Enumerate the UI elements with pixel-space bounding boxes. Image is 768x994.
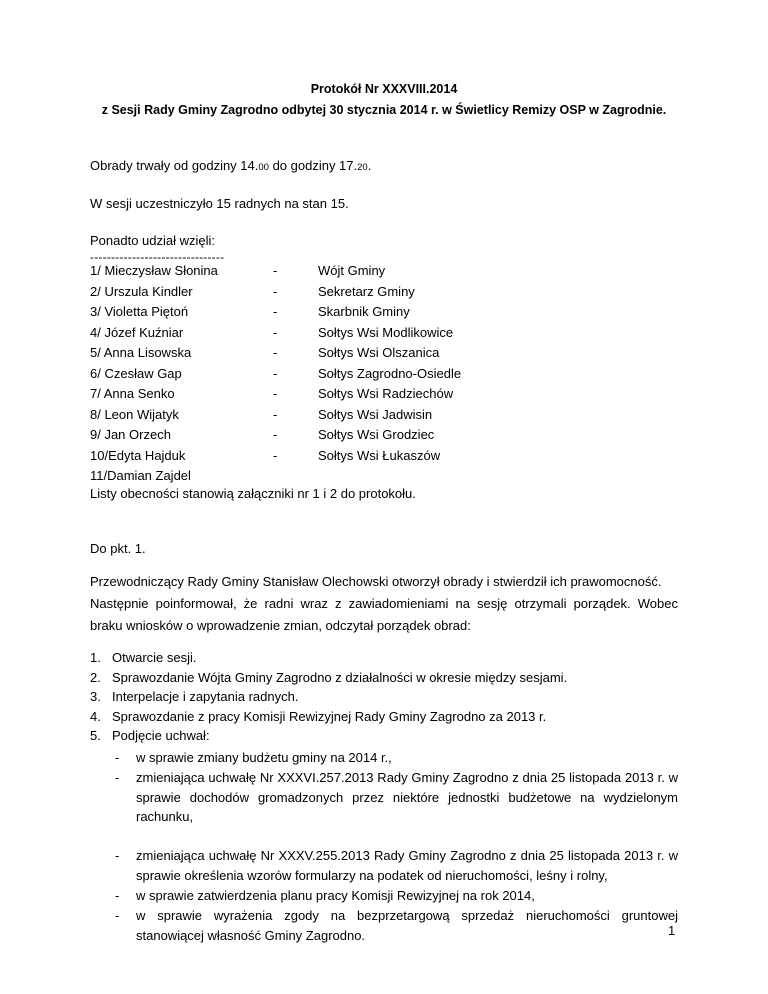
participant-name: 1/ Mieczysław Słonina (90, 263, 218, 278)
participant-separator: - (273, 386, 278, 401)
section-heading: Do pkt. 1. (90, 541, 146, 556)
participant-role: Skarbnik Gminy (318, 304, 410, 319)
bullet-dash: - (115, 888, 120, 903)
participant-name: 3/ Violetta Piętoń (90, 304, 189, 319)
agenda-text: Podjęcie uchwał: (112, 728, 210, 744)
participant-separator: - (273, 283, 278, 299)
participant-name: 2/ Urszula Kindler (90, 283, 193, 299)
opening-paragraph (90, 571, 678, 637)
participants-heading: Ponadto udział wzięli: (90, 233, 216, 248)
participant-name: 11/Damian Zajdel (90, 468, 191, 483)
participant-separator: - (273, 406, 278, 422)
agenda-number: 2. (90, 669, 101, 685)
resolution-text: w sprawie zmiany budżetu gminy na 2014 r., (136, 750, 392, 765)
agenda-number: 5. (90, 728, 101, 744)
session-hours: Obrady trwały od godziny 14.00 do godziny 17.20. (90, 158, 372, 173)
participant-name: 9/ Jan Orzech (90, 427, 171, 442)
agenda-text: Sprawozdanie Wójta Gminy Zagrodno z działalności w okresie między sesjami. (112, 669, 568, 685)
protocol-subtitle: z Sesji Rady Gminy Zagrodno odbytej 30 stycznia 2014 r. w Świetlicy Remizy OSP w Zagrodnie. (101, 103, 667, 117)
resolution-text: w sprawie zatwierdzenia planu pracy Komisji Rewizyjnej na rok 2014, (136, 888, 535, 903)
bullet-dash: - (115, 848, 120, 863)
participant-role: Sołtys Wsi Łukaszów (318, 447, 441, 463)
participant-role: Sołtys Wsi Grodziec (318, 427, 435, 442)
participant-name: 7/ Anna Senko (90, 386, 175, 401)
resolution-text: w sprawie wyrażenia zgody na bezprzetargową sprzedaż nieruchomości gruntowej stanowiącej własność Gminy Zagrodno. (136, 908, 678, 943)
participant-separator: - (273, 365, 278, 381)
attachments-note: Listy obecności stanowią załączniki nr 1 i 2 do protokołu. (90, 486, 416, 501)
agenda-number: 4. (90, 708, 101, 724)
agenda-number: 1. (90, 650, 101, 665)
bullet-dash: - (115, 908, 120, 923)
participant-separator: - (273, 263, 278, 278)
participant-name: 4/ Józef Kuźniar (90, 324, 184, 340)
participant-role: Wójt Gminy (318, 263, 386, 278)
participant-separator: - (273, 427, 278, 442)
participant-separator: - (273, 304, 278, 319)
agenda-text: Otwarcie sesji. (112, 650, 197, 665)
protocol-title: Protokół Nr XXXVIII.2014 (310, 82, 458, 96)
participant-role: Sołtys Wsi Modlikowice (318, 324, 454, 340)
attendance-line: W sesji uczestniczyło 15 radnych na stan 15. (90, 196, 349, 211)
participant-name: 5/ Anna Lisowska (90, 345, 192, 360)
agenda-number: 3. (90, 689, 101, 705)
paragraph-line: Następnie poinformował, że radni wraz z zawiadomieniami na sesję otrzymali porządek. Wobec (90, 596, 678, 611)
agenda-text: Interpelacje i zapytania radnych. (112, 689, 299, 705)
participant-role: Sołtys Zagrodno-Osiedle (318, 365, 462, 381)
bullet-dash: - (115, 770, 120, 785)
resolution-text: zmieniająca uchwałę Nr XXXVI.257.2013 Rady Gminy Zagrodno z dnia 25 listopada 2013 r. w sprawie dochodów gromadzonych przez niektóre jednostki budżetowe na wydzielonym rachunku, (136, 770, 678, 824)
paragraph-line: Przewodniczący Rady Gminy Stanisław Olechowski otworzył obrady i stwierdził ich prawomocność. (90, 574, 662, 589)
participant-role: Sołtys Wsi Radziechów (318, 386, 454, 401)
resolution-text: zmieniająca uchwałę Nr XXXV.255.2013 Rady Gminy Zagrodno z dnia 25 listopada 2013 r. w sprawie określenia wzorów formularzy na podatek od nieruchomości, leśny i rolny, (136, 848, 678, 883)
participant-name: 10/Edyta Hajduk (90, 447, 186, 463)
participant-separator: - (273, 447, 278, 463)
participant-role: Sołtys Wsi Jadwisin (318, 406, 433, 422)
agenda-text: Sprawozdanie z pracy Komisji Rewizyjnej Rady Gminy Zagrodno za 2013 r. (112, 708, 547, 724)
paragraph-line: braku wniosków o wprowadzenie zmian, odczytał porządek obrad: (90, 618, 471, 633)
dashed-underline: -------------------------------- (90, 250, 225, 264)
page-number: 1 (668, 923, 676, 938)
participant-separator: - (273, 324, 278, 340)
participant-name: 8/ Leon Wijatyk (90, 406, 179, 422)
participant-role: Sołtys Wsi Olszanica (318, 345, 440, 360)
participant-name: 6/ Czesław Gap (90, 365, 182, 381)
participant-role: Sekretarz Gminy (318, 283, 415, 299)
participant-separator: - (273, 345, 278, 360)
bullet-dash: - (115, 750, 120, 765)
